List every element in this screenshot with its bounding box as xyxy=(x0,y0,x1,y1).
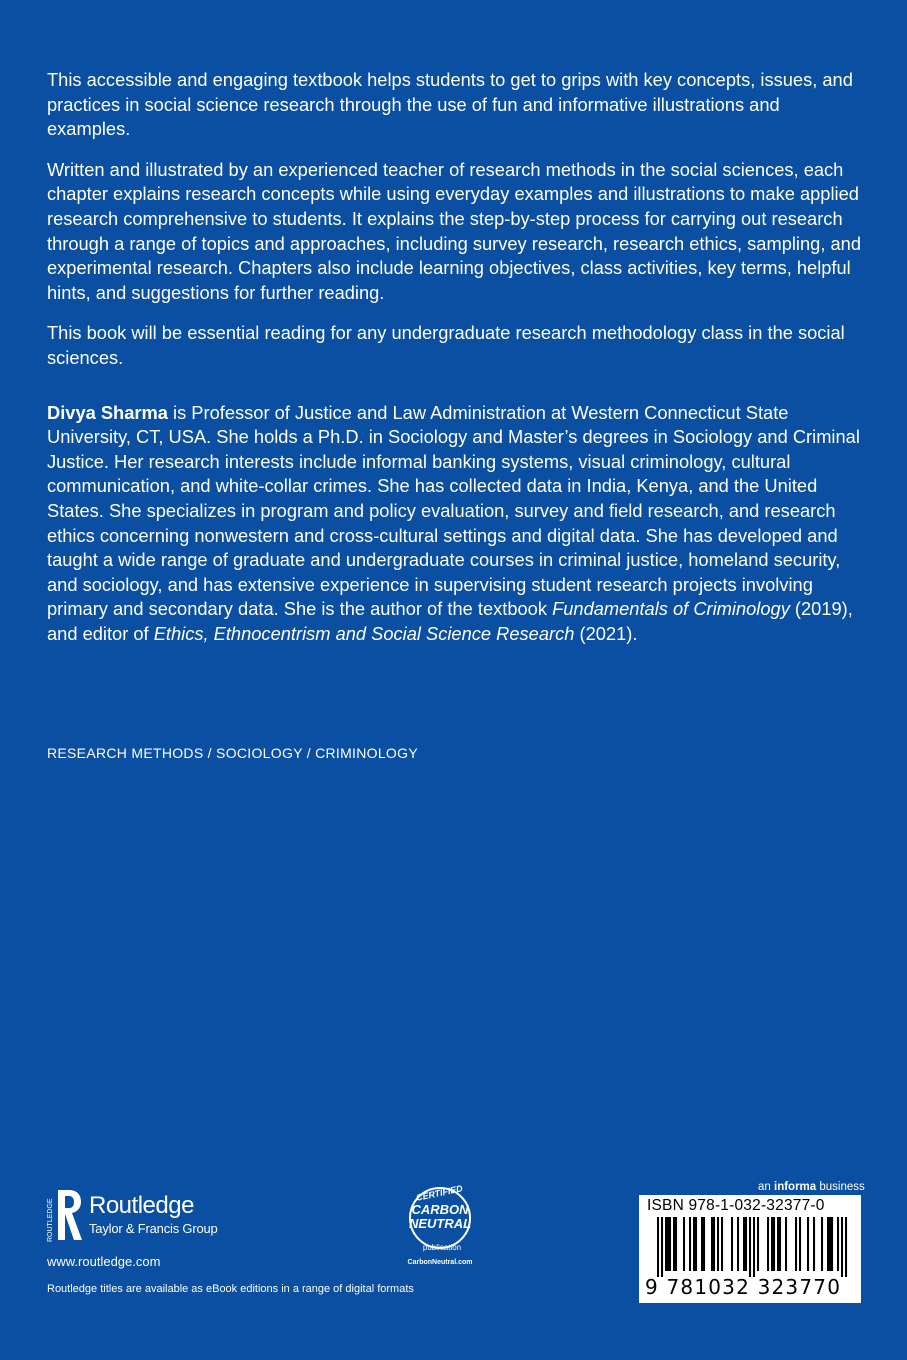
badge-site: CarbonNeutral.com xyxy=(407,1259,473,1266)
barcode-bar xyxy=(777,1217,779,1271)
barcode-bar xyxy=(773,1217,775,1271)
barcode-bar xyxy=(721,1217,723,1271)
barcode-bar xyxy=(661,1217,663,1277)
barcode-bar xyxy=(745,1217,747,1271)
barcode-bar xyxy=(737,1217,739,1271)
barcode-bar xyxy=(673,1217,675,1271)
barcode-bar xyxy=(667,1217,669,1271)
badge-certified: CERTIFIED xyxy=(415,1183,464,1203)
barcode-bar xyxy=(683,1217,685,1271)
bio-text-3: (2021). xyxy=(574,622,638,644)
barcode-bar xyxy=(767,1217,769,1271)
back-cover-text xyxy=(47,68,867,662)
barcode-bar xyxy=(665,1217,667,1271)
barcode-bar xyxy=(837,1217,839,1271)
isbn-barcode-block xyxy=(639,1195,861,1303)
barcode-bar xyxy=(757,1217,759,1271)
badge-carbon: CARBON xyxy=(411,1202,469,1217)
isbn-label: ISBN 978-1-032-32377-0 xyxy=(647,1197,825,1214)
barcode-bar xyxy=(689,1217,691,1271)
informa-brand: informa xyxy=(774,1181,817,1193)
barcode-bar xyxy=(829,1217,831,1271)
barcode xyxy=(643,1217,857,1277)
blurb-paragraph-3: This book will be essential reading for any undergraduate research methodology class in the social sciences. xyxy=(47,322,845,368)
informa-prefix: an xyxy=(758,1181,774,1193)
barcode-bar xyxy=(749,1217,751,1277)
barcode-bar xyxy=(693,1217,695,1271)
subject-categories: RESEARCH METHODS / SOCIOLOGY / CRIMINOLOGY xyxy=(47,745,418,761)
barcode-bar xyxy=(675,1217,677,1271)
barcode-bar xyxy=(795,1217,797,1271)
bio-text-1: is Professor of Justice and Law Administration at Western Connecticut State University, CT, USA. She holds a Ph.D. in Sociology and Master’s degrees in Sociology and Criminal Justice. Her research interests include informal banking systems, visual criminology, cultural communication, and white-collar crimes. She has collected data in India, Kenya, and the United States. She specializes in program and policy evaluation, survey and field research, and research ethics concerning nonwestern and cross-cultural settings and digital data. She has developed and taught a wide range of graduate and undergraduate courses in criminal justice, homeland security, and sociology, and has extensive experience in supervising student research projects involving primary and secondary data. She is the author of the textbook xyxy=(47,401,860,620)
isbn-digits: 9 781032 323770 xyxy=(645,1275,842,1299)
barcode-bar xyxy=(821,1217,823,1271)
barcode-bar xyxy=(713,1217,715,1271)
publisher-name: Routledge xyxy=(89,1192,194,1219)
barcode-bar xyxy=(669,1217,671,1271)
barcode-bar xyxy=(779,1217,781,1271)
routledge-r-icon xyxy=(47,1188,83,1242)
routledge-vertical-wordmark: ROUTLEDGE xyxy=(47,1198,54,1242)
informa-suffix: business xyxy=(816,1181,865,1193)
publisher-url: www.routledge.com xyxy=(47,1254,161,1269)
barcode-bar xyxy=(703,1217,705,1271)
blurb-paragraph-2: Written and illustrated by an experienced teacher of research methods in the social sciences, each chapter explains research concepts while using everyday examples and illustrations to make applied research comprehensive to students. It explains the step-by-step process for carrying out research through a range of topics and approaches, including survey research, research ethics, sampling, and experimental research. Chapters also include learning objectives, class activities, key terms, helpful hints, and suggestions for further reading. xyxy=(47,158,861,303)
barcode-bar xyxy=(785,1217,787,1271)
book-title-2: Ethics, Ethnocentrism and Social Science Research xyxy=(153,622,575,644)
barcode-bar xyxy=(841,1217,843,1277)
barcode-bar xyxy=(701,1217,703,1271)
barcode-bar xyxy=(845,1217,847,1277)
author-name: Divya Sharma xyxy=(47,401,168,423)
publisher-group: Taylor & Francis Group xyxy=(89,1221,218,1236)
barcode-bar xyxy=(657,1217,659,1277)
carbon-neutral-badge xyxy=(392,1178,488,1274)
barcode-bar xyxy=(799,1217,801,1271)
barcode-bar xyxy=(711,1217,713,1271)
barcode-bar xyxy=(827,1217,829,1271)
barcode-bar xyxy=(807,1217,809,1271)
book-title-1: Fundamentals of Criminology xyxy=(552,598,790,620)
informa-business-tag xyxy=(758,1181,865,1193)
routledge-logo xyxy=(47,1188,247,1244)
barcode-bar xyxy=(743,1217,745,1271)
author-bio xyxy=(47,401,867,647)
badge-neutral: NEUTRAL xyxy=(408,1216,472,1231)
blurb-paragraph-1: This accessible and engaging textbook helps students to get to grips with key concepts, issues, and practices in social science research through the use of fun and informative illustrations and examples. xyxy=(47,69,853,140)
barcode-bar xyxy=(717,1217,719,1271)
barcode-bar xyxy=(753,1217,755,1277)
bio-text-2: (2019), and editor of xyxy=(47,598,853,644)
badge-publication: publication xyxy=(422,1243,462,1252)
barcode-bar xyxy=(813,1217,815,1271)
barcode-bar xyxy=(771,1217,773,1271)
barcode-bar xyxy=(831,1217,833,1271)
ebook-note: Routledge titles are available as eBook editions in a range of digital formats xyxy=(47,1283,414,1295)
barcode-bar xyxy=(731,1217,733,1271)
barcode-bar xyxy=(695,1217,697,1271)
